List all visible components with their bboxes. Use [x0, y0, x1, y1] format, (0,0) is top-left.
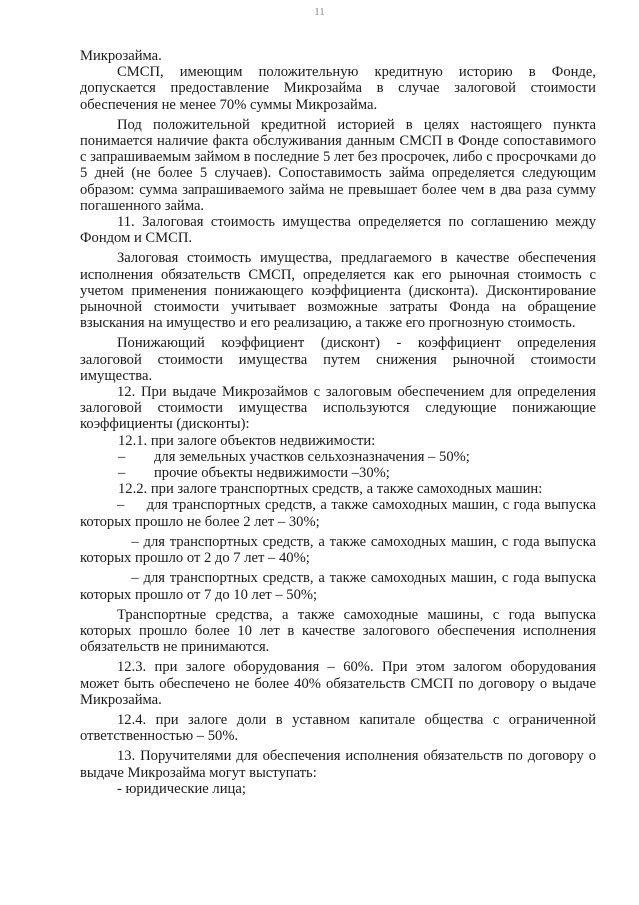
- paragraph: 12.2. при залоге транспортных средств, а также самоходных машин:: [118, 481, 543, 498]
- paragraph-text: для транспортных средств, а также самоходных машин, с года выпуска которых прошло не более 2 лет – 30%;: [80, 497, 596, 530]
- paragraph: Под положительной кредитной историей в целях настоящего пункта понимается наличие факта обслуживания данным СМСП в Фонде сопоставимого с запрашиваемым займом в последние 5 лет без просрочек, либо с просрочками до 5 дней (не более 5 случаев). Сопоставимость займа определяется следующим образом: сумма запрашиваемого займа не превышает более чем в два раза сумму погашенного займа.: [80, 116, 596, 214]
- dash-marker: –: [131, 570, 139, 587]
- dash-marker: –: [118, 448, 126, 465]
- page-number: 11: [314, 6, 325, 18]
- paragraph: Понижающий коэффициент (дисконт) - коэффициент определения залоговой стоимости имущества путем снижения рыночной стоимости имущества.: [80, 335, 596, 384]
- list-item: [80, 449, 596, 465]
- paragraph: Залоговая стоимость имущества, предлагаемого в качестве обеспечения исполнения обязательств СМСП, определяется как его рыночная стоимость с учетом применения понижающего коэффициента (дисконта). Дисконтирование рыночной стоимости учитывает возможные затраты Фонда на обращение взыскания на имущество и его реализацию, а также его прогнозную стоимость.: [80, 250, 596, 332]
- list-item: [80, 465, 596, 481]
- paragraph: СМСП, имеющим положительную кредитную историю в Фонде, допускается предоставление Микрозайма в случае залоговой стоимости обеспечения не менее 70% суммы Микрозайма.: [80, 64, 596, 113]
- list-item-text: прочие объекты недвижимости –30%;: [154, 465, 390, 482]
- paragraph: Транспортные средства, а также самоходные машины, с года выпуска которых прошло более 10 лет в качестве залогового обеспечения исполнения обязательств не принимаются.: [80, 606, 596, 656]
- paragraph-text: для транспортных средств, а также самоходных машин, с года выпуска которых прошло от 2 до 7 лет – 40%;: [80, 533, 596, 567]
- document-body: [80, 48, 596, 797]
- paragraph: 12. При выдаче Микрозаймов с залоговым обеспечением для определения залоговой стоимости имущества используются следующие понижающие коэффициенты (дисконты):: [80, 384, 596, 433]
- paragraph: 12.4. при залоге доли в уставном капитале общества с ограниченной ответственностью – 50%.: [80, 711, 596, 745]
- paragraph-text: для транспортных средств, а также самоходных машин, с года выпуска которых прошло от 7 до 10 лет – 50%;: [80, 570, 596, 603]
- dash-marker: –: [118, 465, 126, 482]
- dash-paragraph: [80, 497, 596, 529]
- dash-marker: –: [117, 497, 125, 514]
- paragraph: 12.1. при залоге объектов недвижимости:: [118, 432, 376, 449]
- paragraph: - юридические лица;: [117, 780, 246, 797]
- dash-paragraph: [80, 570, 596, 602]
- list-item-text: для земельных участков сельхозназначения – 50%;: [154, 448, 470, 465]
- dash-marker: –: [131, 533, 139, 550]
- paragraph: Микрозайма.: [80, 48, 162, 64]
- paragraph: 11. Залоговая стоимость имущества определяется по соглашению между Фондом и СМСП.: [80, 214, 596, 247]
- dash-paragraph: [80, 534, 596, 566]
- paragraph: 12.3. при залоге оборудования – 60%. При этом залогом оборудования может быть обеспечено не более 40% обязательств СМСП по договору о выдаче Микрозайма.: [80, 659, 596, 708]
- paragraph: 13. Поручителями для обеспечения исполнения обязательств по договору о выдаче Микрозайма могут выступать:: [80, 748, 596, 781]
